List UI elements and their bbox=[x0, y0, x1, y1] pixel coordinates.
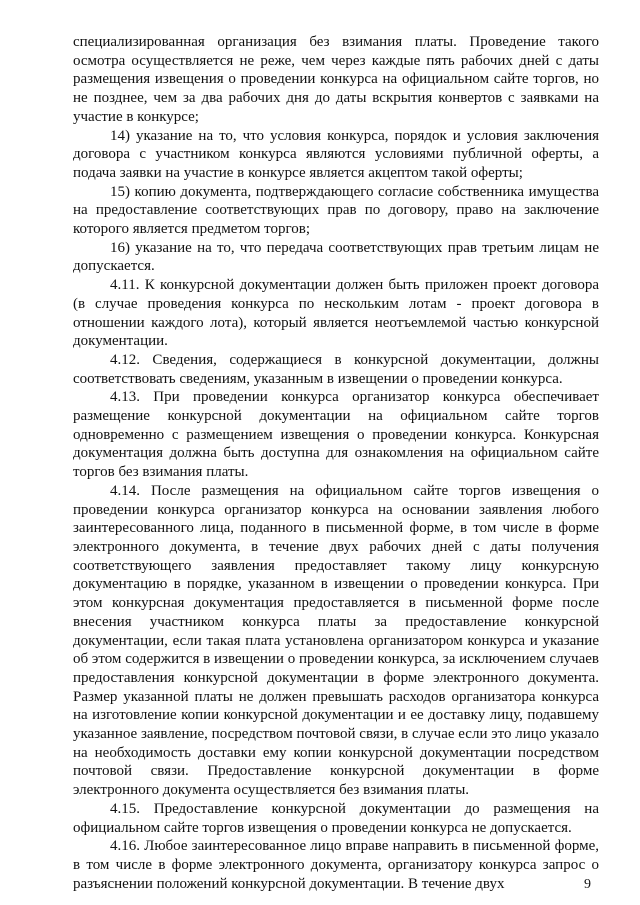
list-item-14: 14) указание на то, что условия конкурса, порядок и условия заключения договора с участником конкурса являются условиями публичной оферты, а подача заявки на участие в конкурсе является акцептом такой оферты; bbox=[73, 127, 599, 181]
page-number: 9 bbox=[584, 877, 591, 892]
list-item-16: 16) указание на то, что передача соответствующих прав третьим лицам не допускается. bbox=[73, 239, 599, 275]
clause-4-14: 4.14. После размещения на официальном сайте торгов извещения о проведении конкурса организатор конкурса на основании заявления любого заинтересованного лица, поданного в письменной форме, в том числе в форме электронного документа, в течение двух рабочих дней с даты получения соответствующего заявления предоставляет такому лицу конкурсную документацию в порядке, указанном в извещении о проведении конкурса. При этом конкурсная документация предоставляется в письменной форме после внесения участником конкурса платы за предоставление конкурсной документации, если такая плата установлена организатором конкурса и указание об этом содержится в извещении о проведении конкурса, за исключением случаев предоставления конкурсной документации в форме электронного документа. Размер указанной платы не должен превышать расходов организатора конкурса на изготовление копии конкурсной документации и ее доставку лицу, подавшему указанное заявление, посредством почтовой связи, в случае если это лицо указало на необходимость доставки ему копии конкурсной документации посредством почтовой связи. Предоставление конкурсной документации в форме электронного документа осуществляется без взимания платы. bbox=[73, 482, 599, 799]
paragraph-continuation: специализированная организация без взимания платы. Проведение такого осмотра осуществляется не реже, чем через каждые пять рабочих дней с даты размещения извещения о проведении конкурса на официальном сайте торгов, но не позднее, чем за два рабочих дня до даты вскрытия конвертов с заявками на участие в конкурсе; bbox=[73, 34, 599, 125]
clause-4-15: 4.15. Предоставление конкурсной документации до размещения на официальном сайте торгов извещения о проведении конкурса не допускается. bbox=[73, 800, 599, 836]
clause-4-11: 4.11. К конкурсной документации должен быть приложен проект договора (в случае проведения конкурса по нескольким лотам - проект договора в отношении каждого лота), который является неотъемлемой частью конкурсной документации. bbox=[73, 277, 599, 350]
document-body bbox=[73, 33, 599, 893]
clause-4-13: 4.13. При проведении конкурса организатор конкурса обеспечивает размещение конкурсной документации на официальном сайте торгов одновременно с размещением извещения о проведении конкурса. Конкурсная документация должна быть доступна для ознакомления на официальном сайте торгов без взимания платы. bbox=[73, 389, 599, 481]
clause-4-12: 4.12. Сведения, содержащиеся в конкурсной документации, должны соответствовать сведениям, указанным в извещении о проведении конкурса. bbox=[73, 351, 599, 387]
clause-4-16: 4.16. Любое заинтересованное лицо вправе направить в письменной форме, в том числе в форме электронного документа, организатору конкурса запрос о разъяснении положений конкурсной документации. В течение двух bbox=[73, 838, 599, 892]
list-item-15: 15) копию документа, подтверждающего согласие собственника имущества на предоставление соответствующих прав по договору, право на заключение которого является предметом торгов; bbox=[73, 183, 599, 238]
